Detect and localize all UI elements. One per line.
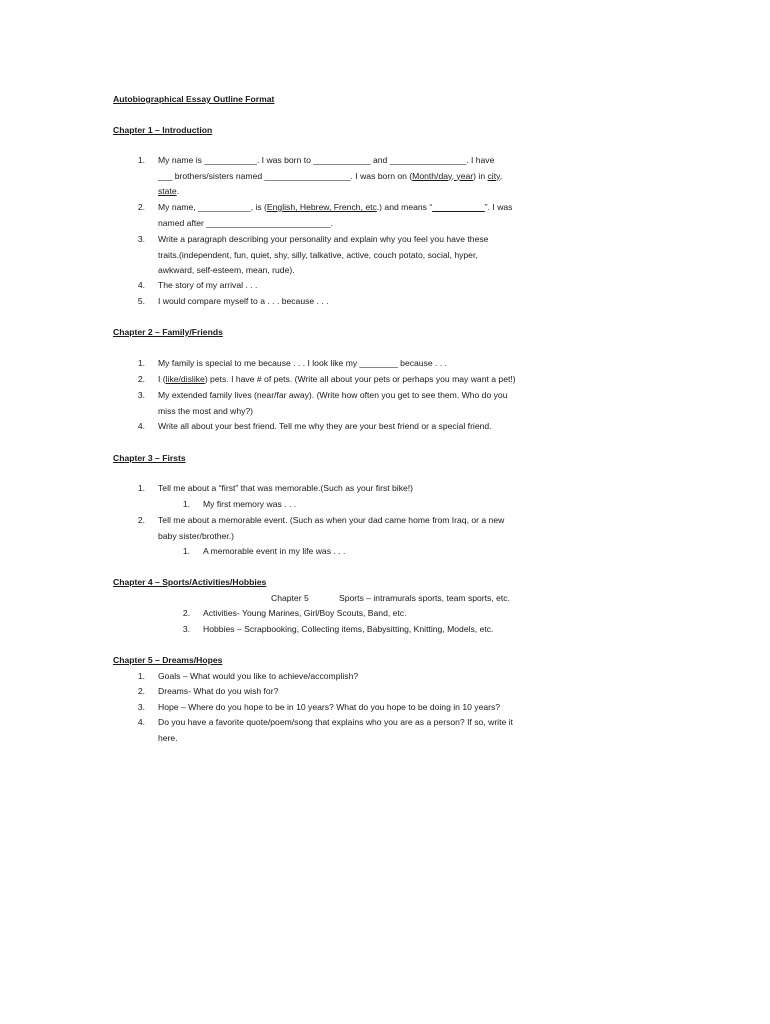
document-title: Autobiographical Essay Outline Format <box>113 94 275 104</box>
item-number: 4. <box>137 280 145 290</box>
item-text: The story of my arrival . . . <box>158 280 258 290</box>
item-number: 2. <box>182 608 190 618</box>
item-text: A memorable event in my life was . . . <box>203 546 346 556</box>
chapter-5-label: Chapter 5 <box>271 593 309 603</box>
item-text: My name, ___________, is (English, Hebrew, French, etc.) and means “___________”. I was named after __________________________. <box>158 202 513 228</box>
item-text: Dreams- What do you wish for? <box>158 686 279 696</box>
item-text: Tell me about a “first” that was memorable.(Such as your first bike!) <box>158 483 414 493</box>
item-text: I would compare myself to a . . . because . . . <box>158 296 329 306</box>
item-text: Do you have a favorite quote/poem/song that explains who you are as a person? If so, write it here. <box>158 717 513 743</box>
item-number: 1. <box>137 483 145 493</box>
item-text: Hobbies – Scrapbooking, Collecting items, Babysitting, Knitting, Models, etc. <box>203 624 494 634</box>
sports-item-text: Sports – intramurals sports, team sports, etc. <box>339 593 510 603</box>
item-number: 1. <box>137 358 145 368</box>
item-text: My first memory was . . . <box>203 499 297 509</box>
item-number: 3. <box>137 702 145 712</box>
item-number: 5. <box>137 296 145 306</box>
item-number: 2. <box>137 374 145 384</box>
chapter-4-heading: Chapter 4 – Sports/Activities/Hobbies <box>113 577 267 587</box>
item-number: 1. <box>137 155 145 165</box>
item-text: My extended family lives (near/far away). (Write how often you get to see them. Who do you miss the most and why?) <box>158 390 508 416</box>
item-number: 3. <box>137 234 145 244</box>
item-text: Activities- Young Marines, Girl/Boy Scouts, Band, etc. <box>203 608 407 618</box>
item-number: 2. <box>137 515 145 525</box>
item-number: 1. <box>137 671 145 681</box>
item-text: Goals – What would you like to achieve/accomplish? <box>158 671 359 681</box>
item-number: 4. <box>137 421 145 431</box>
item-number: 4. <box>137 717 145 727</box>
item-text: My name is ___________. I was born to ____________ and ________________. I have ___ brothers/sisters named __________________. I was born on (Month/day, year) in city, state. <box>158 155 503 197</box>
item-number: 2. <box>137 686 145 696</box>
item-text: I (like/dislike) pets. I have # of pets. (Write all about your pets or perhaps you may want a pet!) <box>158 374 516 384</box>
item-text: Write a paragraph describing your personality and explain why you feel you have these traits.(independent, fun, quiet, shy, silly, talkative, active, couch potato, social, hyper, awkward, self-esteem, mean, rude). <box>158 234 489 276</box>
item-number: 1. <box>182 546 190 556</box>
item-text: Hope – Where do you hope to be in 10 years? What do you hope to be doing in 10 years? <box>158 702 501 712</box>
chapter-1-heading: Chapter 1 – Introduction <box>113 125 213 135</box>
item-text: Tell me about a memorable event. (Such as when your dad came home from Iraq, or a new baby sister/brother.) <box>158 515 505 541</box>
item-text: My family is special to me because . . . I look like my ________ because . . . <box>158 358 447 368</box>
item-number: 3. <box>137 390 145 400</box>
chapter-2-heading: Chapter 2 – Family/Friends <box>113 327 223 337</box>
item-number: 2. <box>137 202 145 212</box>
chapter-3-heading: Chapter 3 – Firsts <box>113 453 186 463</box>
item-text: Write all about your best friend. Tell me why they are your best friend or a special friend. <box>158 421 492 431</box>
item-number: 3. <box>182 624 190 634</box>
item-number: 1. <box>182 499 190 509</box>
chapter-5-heading: Chapter 5 – Dreams/Hopes <box>113 655 223 665</box>
